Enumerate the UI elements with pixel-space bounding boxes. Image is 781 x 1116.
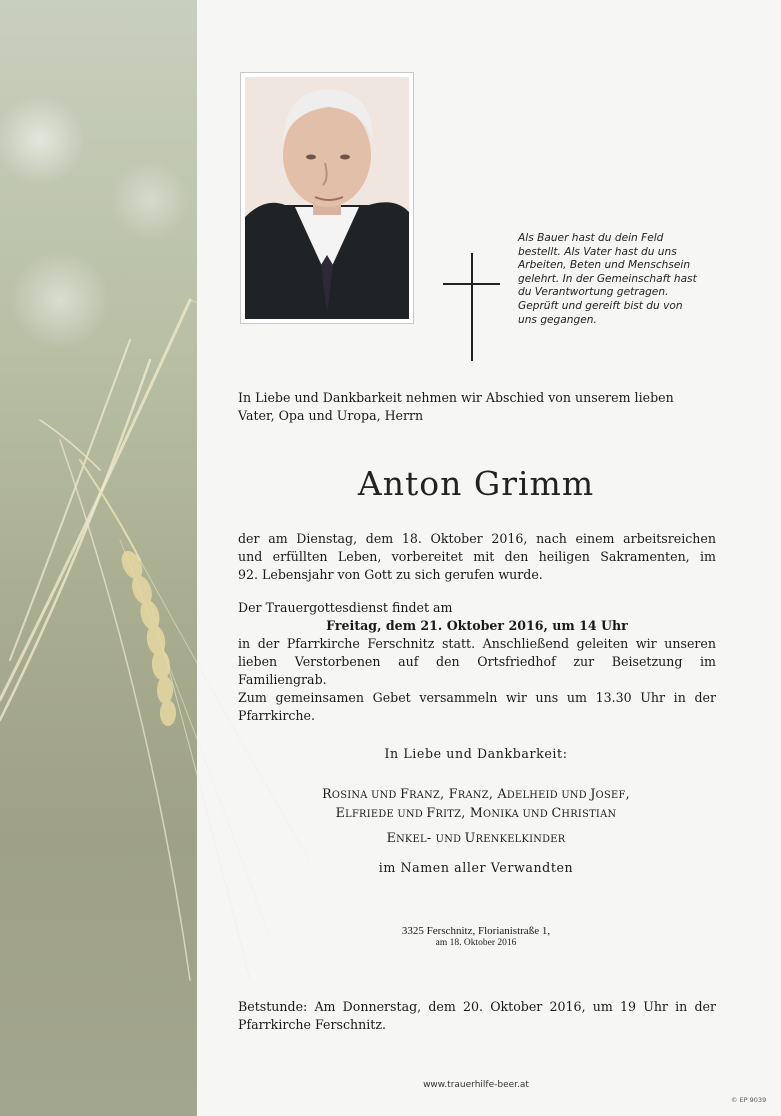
address-date: am 18. Oktober 2016 xyxy=(435,938,517,948)
poem-line: Geprüft und gereift bist du von xyxy=(518,299,683,312)
mourner-name-segment: NKEL xyxy=(396,834,427,845)
mourner-name-segment: R xyxy=(322,786,332,801)
mourner-name-segment: , xyxy=(625,786,630,801)
funeral-line: Pfarrkirche. xyxy=(238,708,315,723)
intro-line: In Liebe und Dankbarkeit nehmen wir Abschied von unserem lieben xyxy=(238,390,674,405)
mourners-row-1 xyxy=(238,786,714,801)
mourner-name-segment: DELHEID xyxy=(506,790,562,801)
funeral-date: Freitag, dem 21. Oktober 2016, um 14 Uhr xyxy=(326,618,628,633)
decorative-background-strip xyxy=(0,0,197,1116)
memorial-poem xyxy=(518,232,718,327)
mourners-row-3 xyxy=(238,830,714,845)
mourner-name-segment: C xyxy=(551,805,562,820)
portrait-illustration xyxy=(245,77,409,319)
death-paragraph xyxy=(238,530,716,584)
mourner-name-segment: RENKELKINDER xyxy=(475,834,566,845)
cross-icon-horizontal xyxy=(443,283,500,285)
mourner-name-segment: E xyxy=(386,830,397,845)
portrait-photo xyxy=(240,72,414,324)
mourners-heading: In Liebe und Dankbarkeit: xyxy=(384,746,568,761)
poem-line: bestellt. Als Vater hast du uns xyxy=(518,245,677,258)
poem-line: du Verantwortung getragen. xyxy=(518,286,669,299)
mourners-row-2 xyxy=(238,805,714,820)
poem-line: Als Bauer hast du dein Feld xyxy=(518,232,664,244)
prayer-line: Pfarrkirche Ferschnitz. xyxy=(238,1017,386,1032)
mourner-name-segment: RITZ xyxy=(435,809,462,820)
mourner-name-segment: UND xyxy=(435,834,465,845)
address-line: 3325 Ferschnitz, Florianistraße 1, xyxy=(401,925,551,937)
mourner-name-segment: U xyxy=(464,830,476,845)
funeral-line: Zum gemeinsamen Gebet versammeln wir uns um 13.30 Uhr in der xyxy=(238,690,716,705)
mourner-name-segment: UND xyxy=(522,809,552,820)
mourner-name-segment: ONIKA xyxy=(483,809,523,820)
mourner-name-segment: J xyxy=(590,786,596,801)
copyright-mark: © EP 9039 xyxy=(731,1096,767,1104)
mourner-name-segment: UND xyxy=(397,809,427,820)
prayer-line: Betstunde: Am Donnerstag, dem 20. Oktober 2016, um 19 Uhr in der xyxy=(238,999,716,1014)
death-line: 92. Lebensjahr von Gott zu sich gerufen wurde. xyxy=(238,567,543,582)
funeral-line: Familiengrab. xyxy=(238,672,327,687)
funeral-paragraph xyxy=(238,599,716,725)
mourner-name-segment: RANZ xyxy=(457,790,489,801)
mourner-name-segment: , M xyxy=(461,805,484,820)
intro-text xyxy=(238,389,708,425)
mourner-name-segment: F xyxy=(400,786,410,801)
mourner-name-segment: RANZ xyxy=(409,790,441,801)
website-link[interactable]: www.trauerhilfe-beer.at xyxy=(423,1080,529,1090)
funeral-line: lieben Verstorbenen auf den Ortsfriedhof zur Beisetzung im xyxy=(238,654,716,669)
death-line: der am Dienstag, dem 18. Oktober 2016, nach einem arbeitsreichen xyxy=(238,531,716,546)
cross-icon-vertical xyxy=(471,253,473,361)
mourner-name-segment: UND xyxy=(561,790,591,801)
mourner-name-segment: - xyxy=(426,830,436,845)
mourner-name-segment: OSINA xyxy=(331,790,372,801)
death-line: und erfüllten Leben, vorbereitet mit den heiligen Sakramenten, im xyxy=(238,549,716,564)
mourner-name-segment: UND xyxy=(371,790,401,801)
mourner-name-segment: , F xyxy=(440,786,458,801)
mourner-name-segment: F xyxy=(426,805,436,820)
poem-line: uns gegangen. xyxy=(518,313,597,326)
intro-line: Vater, Opa und Uropa, Herrn xyxy=(238,408,424,423)
mourner-name-segment: E xyxy=(335,805,346,820)
funeral-line: in der Pfarrkirche Ferschnitz statt. Anschließend geleiten wir unseren xyxy=(238,636,716,651)
mourner-name-segment: OSEF xyxy=(595,790,626,801)
poem-line: Arbeiten, Beten und Menschsein xyxy=(518,259,691,272)
relatives-line: im Namen aller Verwandten xyxy=(378,860,574,875)
deceased-name: Anton Grimm xyxy=(357,464,595,503)
mourner-name-segment: HRISTIAN xyxy=(561,809,617,820)
mourner-name-segment: LFRIEDE xyxy=(345,809,398,820)
poem-line: gelehrt. In der Gemeinschaft hast xyxy=(518,272,697,285)
funeral-intro: Der Trauergottesdienst findet am xyxy=(238,600,453,615)
prayer-paragraph xyxy=(238,998,716,1034)
mourner-name-segment: , A xyxy=(488,786,507,801)
